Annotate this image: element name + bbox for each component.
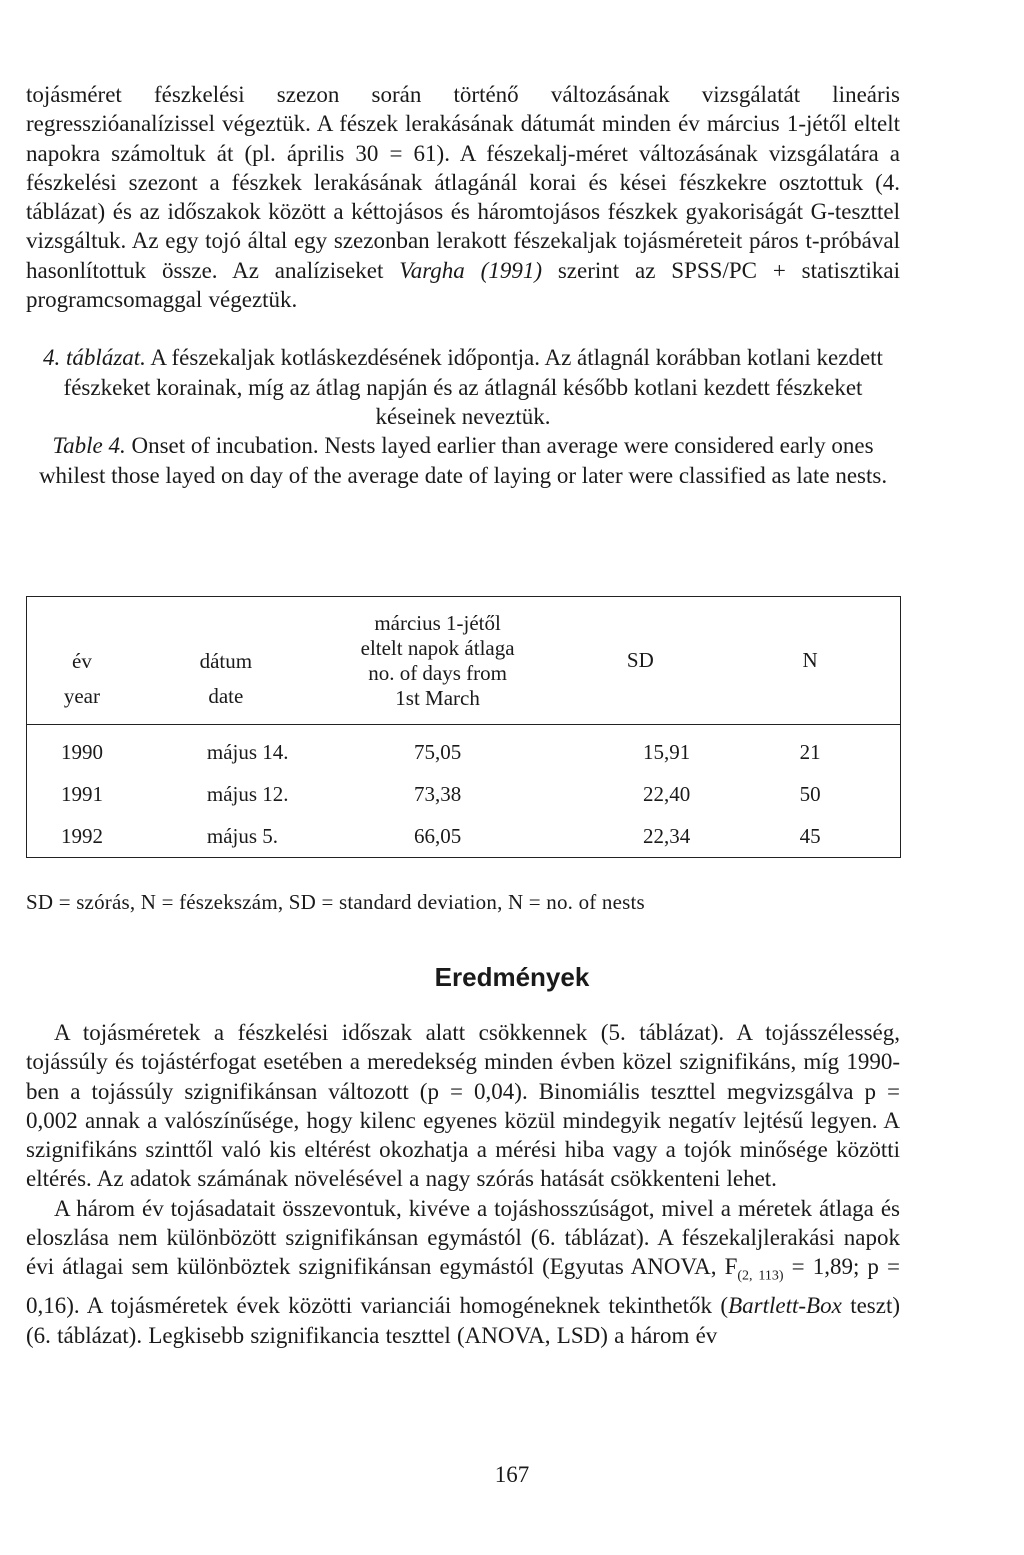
cell-date: május 5. bbox=[206, 823, 279, 848]
header-days-hu-1: március 1-jétől bbox=[374, 610, 501, 635]
section-heading: Eredmények bbox=[434, 962, 590, 992]
header-date-en: date bbox=[208, 683, 244, 708]
header-days-hu-2: eltelt napok átlaga bbox=[360, 635, 515, 660]
header-days-en-2: 1st March bbox=[395, 685, 480, 710]
cell-year: 1990 bbox=[60, 739, 103, 764]
results-p2-text-c: teszt) (6. táblázat). Legkisebb szignifikancia teszttel (ANOVA, LSD) a három év bbox=[26, 1293, 900, 1348]
caption-hungarian bbox=[26, 343, 900, 431]
methods-paragraph bbox=[26, 80, 900, 314]
header-year-en: year bbox=[63, 683, 100, 708]
cell-n: 45 bbox=[799, 823, 821, 848]
table-row bbox=[27, 773, 901, 815]
cell-date: május 12. bbox=[206, 781, 289, 806]
table-header-row bbox=[27, 597, 901, 725]
methods-text-b: szerint az SPSS/PC + statisztikai programcsomaggal végeztük. bbox=[26, 257, 901, 313]
results-p2-reference: Bartlett-Box bbox=[728, 1293, 842, 1319]
header-date bbox=[137, 597, 315, 725]
header-days-en-1: no. of days from bbox=[368, 660, 507, 685]
methods-section bbox=[26, 80, 900, 490]
cell-sd: 22,34 bbox=[643, 823, 691, 848]
incubation-table bbox=[26, 596, 901, 858]
cell-date: május 14. bbox=[206, 739, 289, 764]
table-row bbox=[27, 815, 901, 857]
cell-days: 75,05 bbox=[413, 739, 462, 764]
methods-reference: Vargha (1991) bbox=[399, 257, 542, 283]
header-n: N bbox=[802, 648, 818, 672]
caption-hu-label: 4. táblázat. bbox=[43, 345, 146, 371]
cell-n: 50 bbox=[799, 781, 821, 806]
header-year bbox=[27, 597, 137, 725]
caption-english bbox=[26, 431, 900, 490]
cell-n: 21 bbox=[799, 739, 821, 764]
header-days bbox=[315, 597, 561, 725]
cell-year: 1991 bbox=[60, 781, 103, 806]
header-sd: SD bbox=[626, 648, 654, 672]
table-row bbox=[27, 725, 901, 774]
caption-en-text: Onset of incubation. Nests layed earlier than average were considered early ones whilest those layed on day of the average date of laying or later were classified as late nests. bbox=[38, 433, 888, 488]
cell-days: 66,05 bbox=[413, 823, 462, 848]
cell-year: 1992 bbox=[60, 823, 103, 848]
cell-sd: 22,40 bbox=[643, 781, 691, 806]
results-paragraph-2 bbox=[26, 1194, 900, 1350]
table-caption bbox=[26, 343, 900, 489]
caption-en-label: Table 4. bbox=[52, 433, 126, 459]
methods-text-a: tojásméret fészkelési szezon során történő változásának vizsgálatát lineáris regresszióanalízissel végeztük. A fészek lerakásának dátumát minden év március 1-jétől eltelt napokra számoltuk át (pl. április 30 = 61). A fészekalj-méret változásának vizsgálatára a fészkelési szezont a fészkek lerakásának átlagánál korai és kései fészkekre osztottuk (4. táblázat) és az időszakok között a kéttojásos és háromtojásos fészkek gyakoriságát G-teszttel vizsgáltuk. Az egy tojó által egy szezonban lerakott fészekaljak tojásméreteit páros t-próbával hasonlítottuk össze. Az analíziseket bbox=[26, 82, 900, 283]
caption-hu-text: A fészekaljak kotláskezdésének időpontja. Az átlagnál korábban kotlani kezdett fészkeket korainak, míg az átlag napján és az átlagnál később kotlani kezdett fészkeket késeinek neveztük. bbox=[63, 345, 883, 429]
results-p2-text-a: A három év tojásadatait összevontuk, kivéve a tojáshosszúságot, mivel a méretek átlaga és eloszlása nem különbözött szignifikánsan egymástól (6. táblázat). A fészekaljlerakási napok évi átlagai sem különböztek szignifikánsan egymástól (Egyutas ANOVA, F bbox=[26, 1195, 900, 1280]
page-number: 167 bbox=[494, 1462, 530, 1487]
cell-days: 73,38 bbox=[413, 781, 462, 806]
header-year-hu: év bbox=[72, 648, 92, 673]
anova-df-subscript: (2, 113) bbox=[737, 1268, 784, 1284]
header-date-hu: dátum bbox=[199, 648, 253, 673]
table-footnote: SD = szórás, N = fészekszám, SD = standard deviation, N = no. of nests bbox=[26, 890, 645, 914]
results-p2-text-b: = 1,89; p = 0,16). A tojásméretek évek közötti varianciái homogéneknek tekinthetők ( bbox=[26, 1254, 900, 1319]
results-paragraph-1: A tojásméretek a fészkelési időszak alatt csökkennek (5. táblázat). A tojásszélesség, tojássúly és tojástérfogat esetében a meredekség minden évben közel szignifikáns, míg 1990-ben a tojássúly szignifikánsan változott (p = 0,04). Binomiális teszttel megvizsgálva p = 0,002 annak a valószínűsége, hogy kilenc egyenes közül mindegyik negatív lejtésű legyen. A szignifikáns szinttől való kis eltérést okozhatja a mérési hiba vagy a tojók minősége közötti eltérés. Az adatok számának növelésével a nagy szórás hatását csökkenteni lehet. bbox=[26, 1020, 900, 1192]
cell-sd: 15,91 bbox=[643, 739, 691, 764]
results-section bbox=[26, 1018, 900, 1350]
